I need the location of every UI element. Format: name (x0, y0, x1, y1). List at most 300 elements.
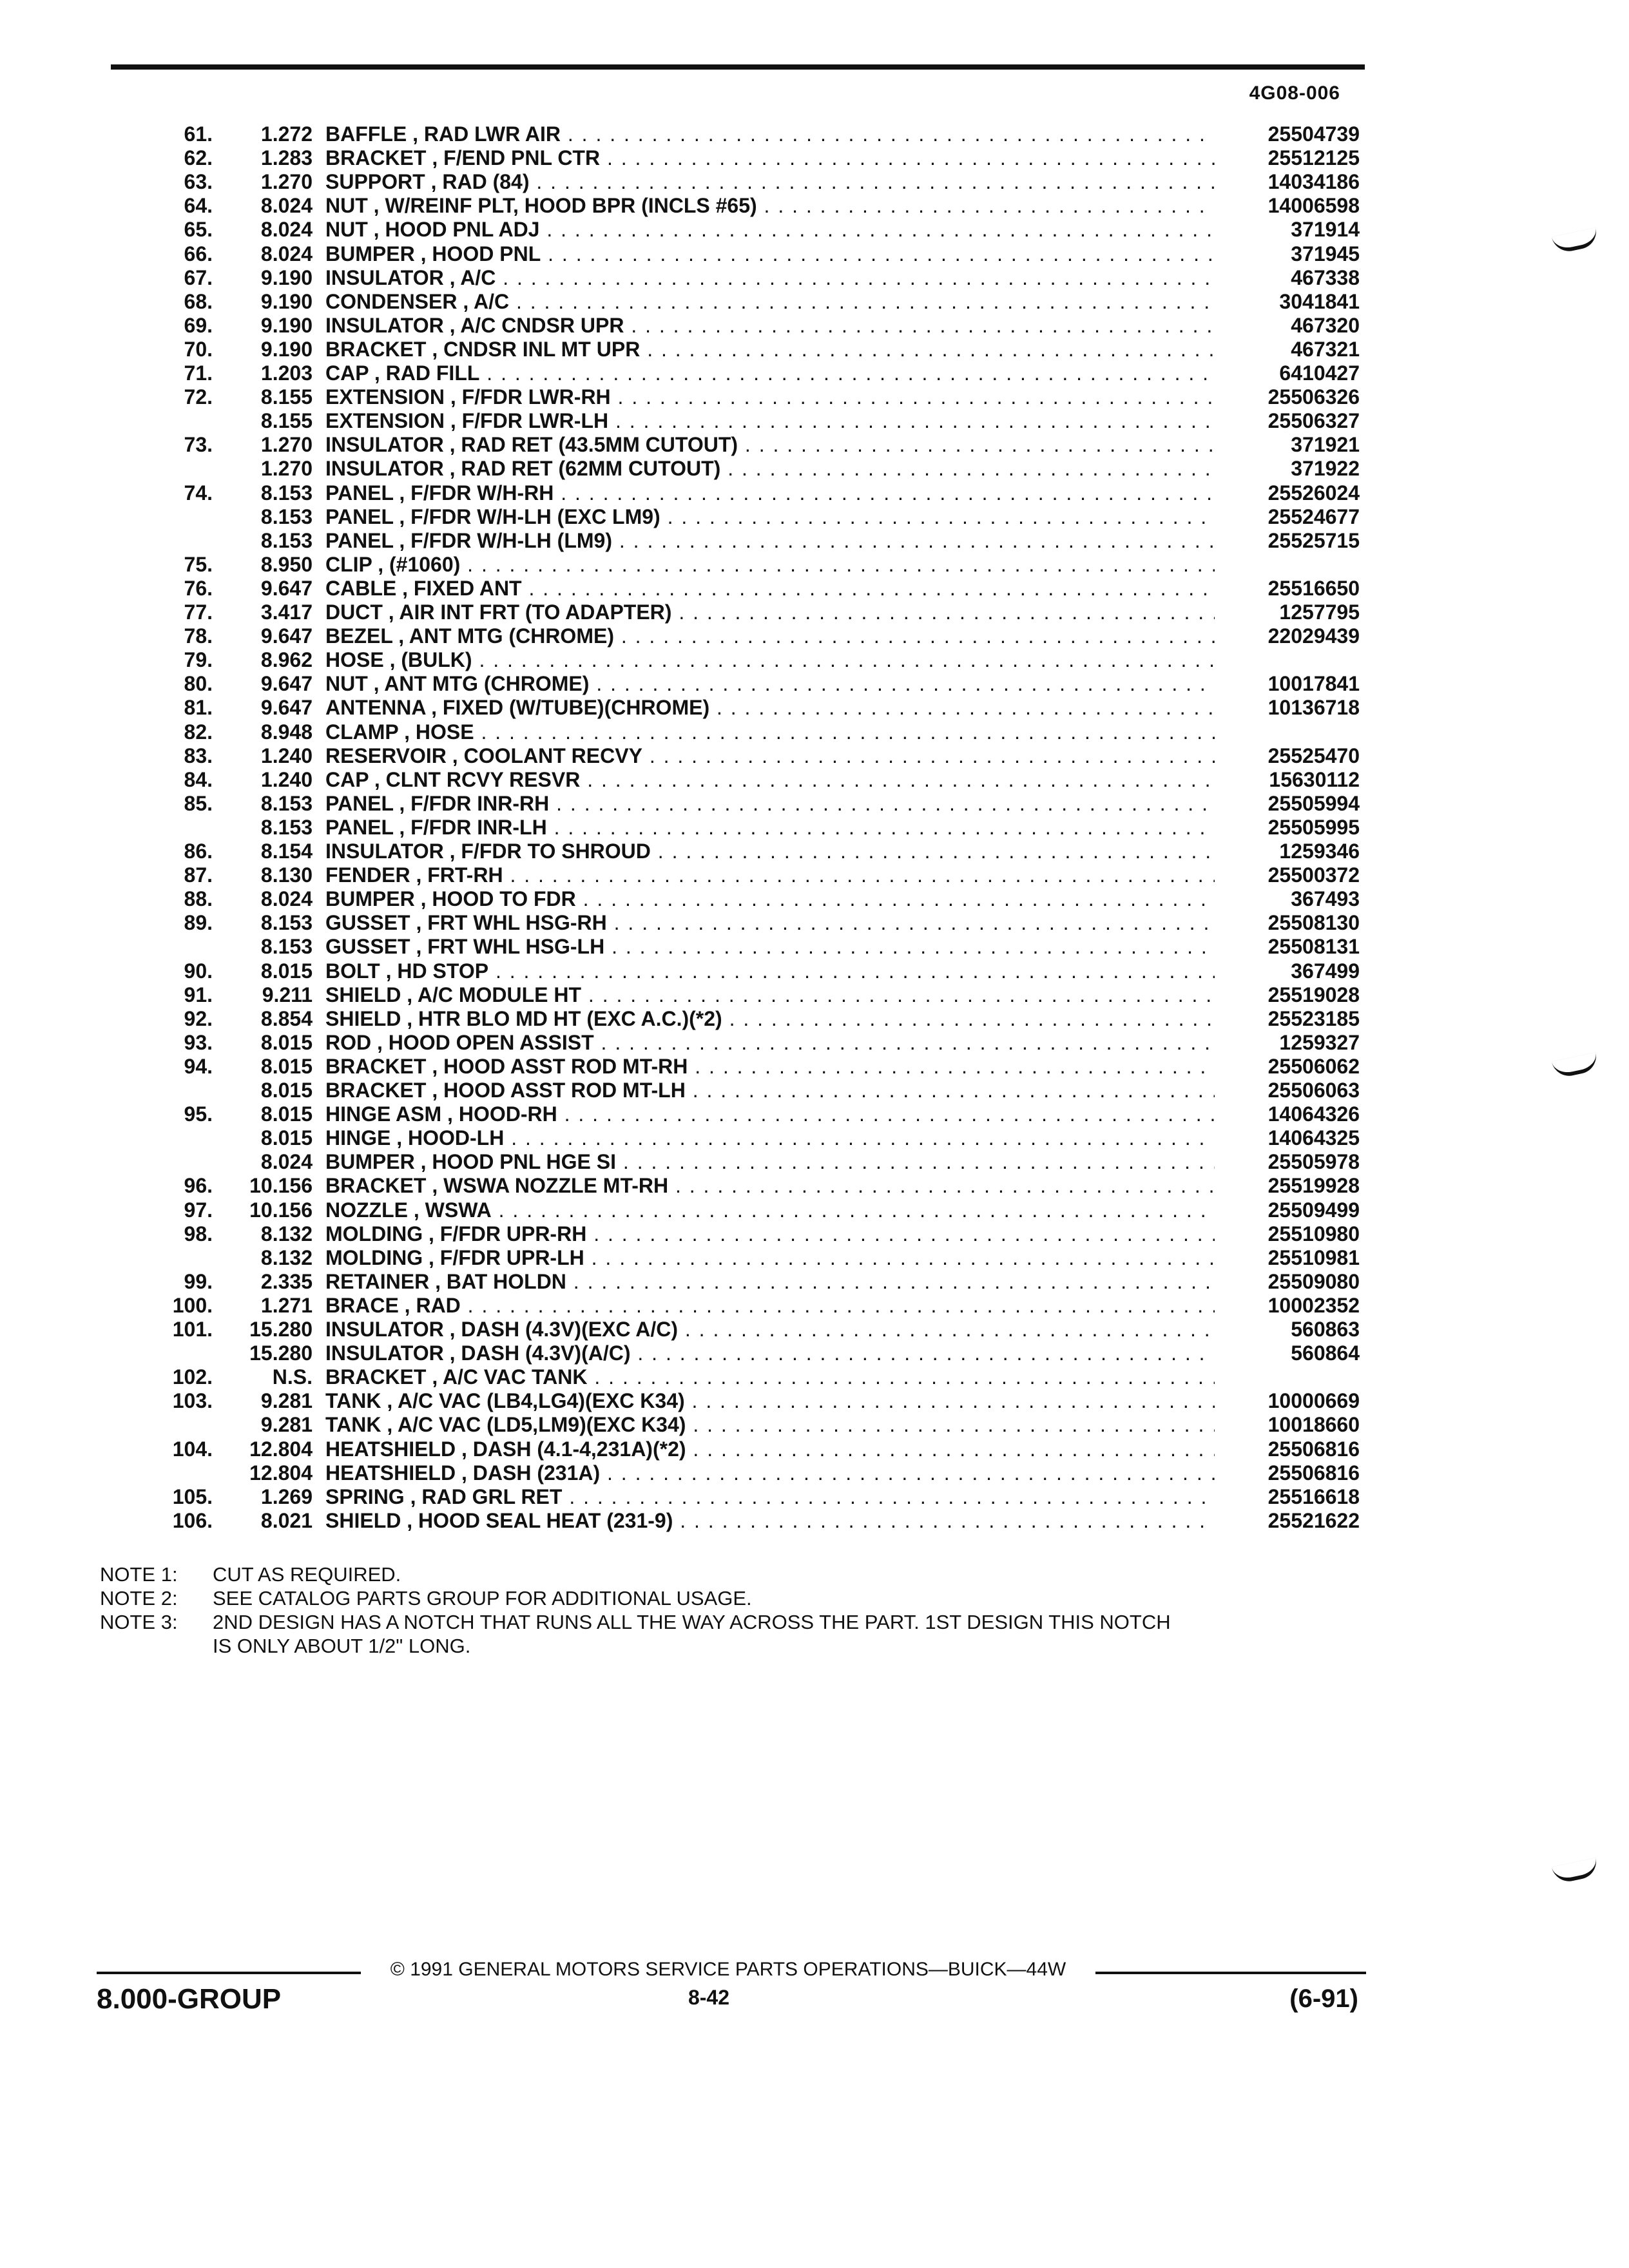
group-number: 1.270 (260, 457, 313, 481)
part-number: 14006598 (1268, 194, 1360, 218)
group-number: 9.281 (260, 1389, 313, 1413)
table-row (0, 242, 1629, 266)
group-number: 8.024 (260, 1150, 313, 1174)
table-row (0, 122, 1629, 146)
part-number: 1257795 (1279, 601, 1360, 624)
group-number: 1.283 (260, 146, 313, 170)
part-number: 25500372 (1268, 863, 1360, 887)
name-separator: , (404, 1485, 422, 1508)
part-description (325, 194, 1215, 218)
name-separator: , (383, 648, 401, 672)
table-row (0, 840, 1629, 863)
table-row (0, 1174, 1629, 1198)
part-name: GUSSET (325, 935, 410, 959)
group-number: 8.015 (260, 1079, 313, 1102)
part-detail: AIR INT FRT (TO ADAPTER) (399, 601, 672, 624)
name-separator: , (425, 170, 443, 194)
part-name: SHIELD (325, 1006, 401, 1030)
part-name: HINGE (325, 1126, 391, 1150)
part-name: EXTENSION (325, 385, 445, 409)
part-name: PANEL (325, 481, 394, 505)
part-description (325, 1126, 1215, 1150)
part-description (325, 361, 1215, 385)
name-separator: , (393, 815, 411, 839)
part-detail: DASH (4.3V)(A/C) (461, 1341, 631, 1365)
footer-rule-left (97, 1972, 361, 1974)
name-separator: , (429, 1269, 447, 1293)
part-description (325, 553, 1215, 577)
part-description (325, 266, 1215, 290)
part-name: INSULATOR (325, 840, 444, 863)
part-description (325, 935, 1215, 959)
ref-number: 101. (172, 1318, 213, 1341)
part-name: BUMPER (325, 242, 415, 265)
table-row (0, 338, 1629, 361)
part-description (325, 1509, 1215, 1533)
part-name: SHIELD (325, 1508, 401, 1532)
part-name: FENDER (325, 863, 410, 887)
part-description (325, 338, 1215, 361)
name-separator: , (367, 672, 385, 696)
part-name: HEATSHIELD (325, 1461, 456, 1485)
part-name: SHIELD (325, 983, 401, 1006)
ref-number: 67. (184, 265, 213, 289)
part-name: RESERVOIR (325, 744, 447, 767)
group-number: 9.647 (260, 672, 313, 696)
part-number: 25510980 (1268, 1222, 1360, 1245)
part-detail: A/C (460, 265, 496, 289)
part-description (325, 1461, 1215, 1485)
part-description (325, 672, 1215, 696)
part-detail: F/FDR LWR-RH (461, 385, 611, 409)
table-row (0, 1126, 1629, 1150)
name-separator: , (382, 601, 400, 624)
part-detail: (BULK) (401, 648, 472, 672)
name-separator: , (393, 528, 411, 552)
name-separator: , (443, 1341, 461, 1365)
part-name: HOSE (325, 648, 384, 672)
part-number: 10017841 (1268, 672, 1360, 696)
copyright-line: © 1991 GENERAL MOTORS SERVICE PARTS OPERATIONS—BUICK—44W (390, 1959, 1066, 1980)
note-text: 2ND DESIGN HAS A NOTCH THAT RUNS ALL THE WAY ACROSS THE PART. 1ST DESIGN THIS NOTCH (213, 1611, 1171, 1633)
note-label: NOTE 2: (100, 1587, 178, 1610)
part-detail: RAD RET (62MM CUTOUT) (461, 457, 721, 481)
table-row (0, 146, 1629, 170)
table-row (0, 1485, 1629, 1509)
part-name: BUMPER (325, 887, 415, 911)
part-number: 467338 (1291, 265, 1360, 289)
group-number: 15.280 (249, 1341, 313, 1365)
part-detail: DASH (4.1-4,231A)(*2) (472, 1437, 686, 1461)
ref-number: 76. (184, 576, 213, 600)
part-detail: DASH (4.3V)(EXC A/C) (461, 1318, 678, 1341)
table-row (0, 863, 1629, 887)
part-number: 25523185 (1268, 1006, 1360, 1030)
part-detail: RAD GRL RET (421, 1485, 563, 1508)
part-detail: WSWA (425, 1198, 492, 1222)
name-separator: , (423, 1245, 440, 1269)
group-number: 8.153 (260, 935, 313, 959)
table-row (0, 1007, 1629, 1031)
part-detail: F/FDR INR-LH (410, 815, 547, 839)
part-name: NUT (325, 672, 368, 696)
name-separator: , (426, 146, 444, 170)
part-detail: A/C VAC (LD5,LM9)(EXC K34) (397, 1413, 686, 1437)
part-detail: HOOD PNL ADJ (385, 218, 540, 242)
part-detail: F/FDR INR-RH (410, 791, 550, 815)
revision-date: (6-91) (1289, 1984, 1358, 2013)
group-number: 1.270 (260, 170, 313, 194)
part-name: TANK (325, 1413, 381, 1437)
group-number: 8.015 (260, 1030, 313, 1054)
part-name: HEATSHIELD (325, 1437, 456, 1461)
name-separator: , (456, 1461, 473, 1485)
table-row (0, 1246, 1629, 1270)
part-detail: FIXED (W/TUBE)(CHROME) (442, 696, 710, 720)
part-number: 25516650 (1268, 576, 1360, 600)
part-description (325, 744, 1215, 768)
part-name: PANEL (325, 791, 394, 815)
table-row (0, 457, 1629, 481)
ref-number: 91. (184, 983, 213, 1006)
ref-number: 90. (184, 959, 213, 983)
name-separator: , (381, 1413, 398, 1437)
binder-mark (1552, 1858, 1599, 1885)
part-description (325, 409, 1215, 433)
ref-number: 66. (184, 242, 213, 265)
table-row (0, 887, 1629, 911)
name-separator: , (390, 1126, 409, 1150)
table-row (0, 170, 1629, 194)
table-row (0, 648, 1629, 672)
part-number: 25505995 (1268, 815, 1360, 839)
name-separator: , (444, 409, 462, 433)
name-separator: , (393, 505, 411, 528)
name-separator: , (407, 122, 424, 146)
part-name: INSULATOR (325, 1318, 444, 1341)
name-separator: , (443, 265, 461, 289)
part-number: 10000669 (1268, 1389, 1360, 1413)
part-detail: A/C VAC (LB4,LG4)(EXC K34) (397, 1389, 685, 1413)
part-name: BEZEL (325, 624, 393, 648)
name-separator: , (367, 194, 385, 218)
name-separator: , (443, 313, 461, 337)
part-name: ANTENNA (325, 696, 426, 720)
ref-number: 78. (184, 624, 213, 648)
group-number: 9.647 (260, 696, 313, 720)
table-row (0, 266, 1629, 290)
group-number: 1.271 (260, 1293, 313, 1317)
part-number: 560863 (1291, 1318, 1360, 1341)
ref-number: 77. (184, 601, 213, 624)
name-separator: , (446, 744, 464, 767)
part-number: 14034186 (1268, 170, 1360, 194)
part-name: HINGE ASM (325, 1102, 442, 1126)
part-number: 371921 (1291, 433, 1360, 457)
part-name: ROD (325, 1030, 372, 1054)
group-number: 8.950 (260, 552, 313, 576)
table-row (0, 768, 1629, 792)
ref-number: 86. (184, 840, 213, 863)
part-description (325, 959, 1215, 983)
part-number: 10136718 (1268, 696, 1360, 720)
name-separator: , (423, 1222, 440, 1245)
ref-number: 73. (184, 433, 213, 457)
table-row (0, 624, 1629, 648)
part-description (325, 481, 1215, 505)
part-number: 371945 (1291, 242, 1360, 265)
group-number: 8.015 (260, 1054, 313, 1078)
table-row (0, 433, 1629, 457)
part-description (325, 1294, 1215, 1318)
name-separator: , (368, 361, 386, 385)
part-number: 25509080 (1268, 1269, 1360, 1293)
part-number: 14064325 (1268, 1126, 1360, 1150)
part-name: PANEL (325, 505, 394, 528)
part-number: 371914 (1291, 218, 1360, 242)
part-name: BAFFLE (325, 122, 407, 146)
part-name: SUPPORT (325, 170, 425, 194)
group-number: 12.804 (249, 1461, 313, 1485)
part-detail: WSWA NOZZLE MT-RH (443, 1174, 669, 1198)
table-row (0, 816, 1629, 840)
name-separator: , (410, 911, 428, 935)
part-detail: RAD RET (43.5MM CUTOUT) (461, 433, 738, 457)
ref-number: 93. (184, 1030, 213, 1054)
ref-number: 104. (172, 1437, 213, 1461)
part-detail: FRT WHL HSG-RH (427, 911, 607, 935)
part-name: NOZZLE (325, 1198, 408, 1222)
name-separator: , (457, 289, 474, 313)
table-row (0, 1294, 1629, 1318)
part-name: BRACKET (325, 1054, 427, 1078)
part-number: 25526024 (1268, 481, 1360, 505)
table-row (0, 672, 1629, 696)
group-number: 8.948 (260, 720, 313, 744)
part-detail: F/FDR UPR-LH (439, 1245, 584, 1269)
part-description (325, 720, 1215, 744)
part-number: 560864 (1291, 1341, 1360, 1365)
part-detail: HOOD ASST ROD MT-RH (443, 1054, 688, 1078)
ref-number: 81. (184, 696, 213, 720)
table-row (0, 577, 1629, 601)
part-description (325, 218, 1215, 242)
group-number: 8.854 (260, 1006, 313, 1030)
part-number: 10018660 (1268, 1413, 1360, 1437)
table-row (0, 983, 1629, 1007)
table-row (0, 1198, 1629, 1222)
part-detail: FIXED ANT (413, 576, 522, 600)
name-separator: , (414, 242, 432, 265)
ref-number: 97. (184, 1198, 213, 1222)
note-line (100, 1562, 1389, 1586)
name-separator: , (401, 1508, 419, 1532)
table-row (0, 314, 1629, 338)
part-name: MOLDING (325, 1222, 423, 1245)
part-name: BUMPER (325, 1150, 415, 1174)
part-detail: HOOD-RH (458, 1102, 557, 1126)
name-separator: , (393, 791, 411, 815)
part-description (325, 242, 1215, 266)
group-number: 1.240 (260, 744, 313, 767)
ref-number: 96. (184, 1174, 213, 1198)
ref-number: 72. (184, 385, 213, 409)
part-number: 25521622 (1268, 1508, 1360, 1532)
part-description (325, 696, 1215, 720)
table-row (0, 385, 1629, 409)
group-number: 9.190 (260, 313, 313, 337)
name-separator: , (443, 840, 461, 863)
part-description (325, 648, 1215, 672)
part-description (325, 577, 1215, 601)
ref-number: 74. (184, 481, 213, 505)
ref-number: 84. (184, 767, 213, 791)
part-name: BRACKET (325, 1174, 427, 1198)
table-row (0, 409, 1629, 433)
part-detail: ANT MTG (CHROME) (384, 672, 590, 696)
part-detail: HOOD PNL (432, 242, 541, 265)
part-number: 367499 (1291, 959, 1360, 983)
part-detail: COOLANT RECVY (463, 744, 642, 767)
group-number: 8.015 (260, 959, 313, 983)
group-number: 9.211 (262, 983, 313, 1006)
part-description (325, 457, 1215, 481)
group-number: 12.804 (249, 1437, 313, 1461)
part-number: 25506327 (1268, 409, 1360, 433)
part-description (325, 433, 1215, 457)
table-row (0, 1270, 1629, 1294)
part-name: SPRING (325, 1485, 405, 1508)
table-row (0, 744, 1629, 768)
part-name: EXTENSION (325, 409, 445, 433)
ref-number: 65. (184, 218, 213, 242)
part-name: INSULATOR (325, 1341, 444, 1365)
name-separator: , (414, 887, 432, 911)
part-number: 25525715 (1268, 528, 1360, 552)
group-number: 8.132 (260, 1222, 313, 1245)
part-name: NUT (325, 218, 368, 242)
part-description (325, 1485, 1215, 1509)
ref-number: 75. (184, 552, 213, 576)
group-number: 2.335 (260, 1269, 313, 1293)
note-label: NOTE 1: (100, 1563, 178, 1586)
group-number: 9.281 (260, 1413, 313, 1437)
part-detail: BAT HOLDN (446, 1269, 566, 1293)
group-number: 15.280 (249, 1318, 313, 1341)
group-number: 8.153 (260, 505, 313, 528)
group-number: 8.155 (260, 385, 313, 409)
name-separator: , (426, 1079, 444, 1102)
part-detail: DASH (231A) (472, 1461, 601, 1485)
name-separator: , (367, 218, 385, 242)
group-number: 9.647 (260, 624, 313, 648)
part-description (325, 863, 1215, 887)
part-description (325, 146, 1215, 170)
part-detail: HOOD-LH (408, 1126, 505, 1150)
part-name: INSULATOR (325, 433, 444, 457)
name-separator: , (443, 457, 461, 481)
ref-number: 64. (184, 194, 213, 218)
part-number: 6410427 (1279, 361, 1360, 385)
part-name: CAP (325, 361, 369, 385)
part-description (325, 792, 1215, 816)
ref-number: 82. (184, 720, 213, 744)
part-detail: RAD FILL (385, 361, 480, 385)
part-detail: HOOD SEAL HEAT (231-9) (418, 1508, 673, 1532)
table-row (0, 1413, 1629, 1437)
table-row (0, 935, 1629, 959)
part-description (325, 1341, 1215, 1365)
part-name: PANEL (325, 528, 394, 552)
part-name: NUT (325, 194, 368, 218)
part-detail: A/C CNDSR UPR (460, 313, 624, 337)
name-separator: , (410, 935, 428, 959)
table-row (0, 529, 1629, 553)
name-separator: , (368, 767, 386, 791)
part-number: 25505994 (1268, 791, 1360, 815)
group-number: N.S. (272, 1365, 313, 1389)
name-separator: , (443, 433, 461, 457)
group-number: 8.024 (260, 194, 313, 218)
part-description (325, 505, 1215, 529)
group-number: 8.155 (260, 409, 313, 433)
part-detail: F/FDR W/H-RH (410, 481, 554, 505)
part-description (325, 624, 1215, 648)
ref-number: 80. (184, 672, 213, 696)
group-number: 10.156 (249, 1174, 313, 1198)
table-row (0, 361, 1629, 385)
ref-number: 98. (184, 1222, 213, 1245)
part-detail: HOOD PNL HGE SI (432, 1150, 617, 1174)
part-detail: F/FDR UPR-RH (439, 1222, 587, 1245)
name-separator: , (371, 1030, 389, 1054)
table-row (0, 1150, 1629, 1174)
group-number: 8.962 (260, 648, 313, 672)
part-description (325, 768, 1215, 792)
group-number: 8.024 (260, 218, 313, 242)
note-line (100, 1610, 1389, 1634)
table-row (0, 194, 1629, 218)
group-number: 8.024 (260, 887, 313, 911)
part-number: 467320 (1291, 313, 1360, 337)
note-text: SEE CATALOG PARTS GROUP FOR ADDITIONAL USAGE. (213, 1587, 752, 1610)
part-description (325, 816, 1215, 840)
part-number: 25506062 (1268, 1054, 1360, 1078)
note-line (100, 1586, 1389, 1610)
ref-number: 61. (184, 122, 213, 146)
ref-number: 106. (172, 1508, 213, 1532)
part-number: 14064326 (1268, 1102, 1360, 1126)
note-text: IS ONLY ABOUT 1/2" LONG. (213, 1635, 471, 1657)
name-separator: , (393, 481, 411, 505)
part-description (325, 170, 1215, 194)
part-number: 25508130 (1268, 911, 1360, 935)
part-detail: F/END PNL CTR (443, 146, 601, 170)
part-number: 15630112 (1269, 767, 1360, 791)
group-number: 8.024 (260, 242, 313, 265)
group-number: 10.156 (249, 1198, 313, 1222)
part-number: 371922 (1291, 457, 1360, 481)
part-name: CLIP (325, 552, 372, 576)
ref-number: 88. (184, 887, 213, 911)
table-row (0, 290, 1629, 314)
name-separator: , (456, 1437, 473, 1461)
ref-number: 63. (184, 170, 213, 194)
part-detail: FRT-RH (427, 863, 503, 887)
name-separator: , (398, 1293, 416, 1317)
part-detail: RAD (416, 1293, 461, 1317)
part-number: 25525470 (1268, 744, 1360, 767)
